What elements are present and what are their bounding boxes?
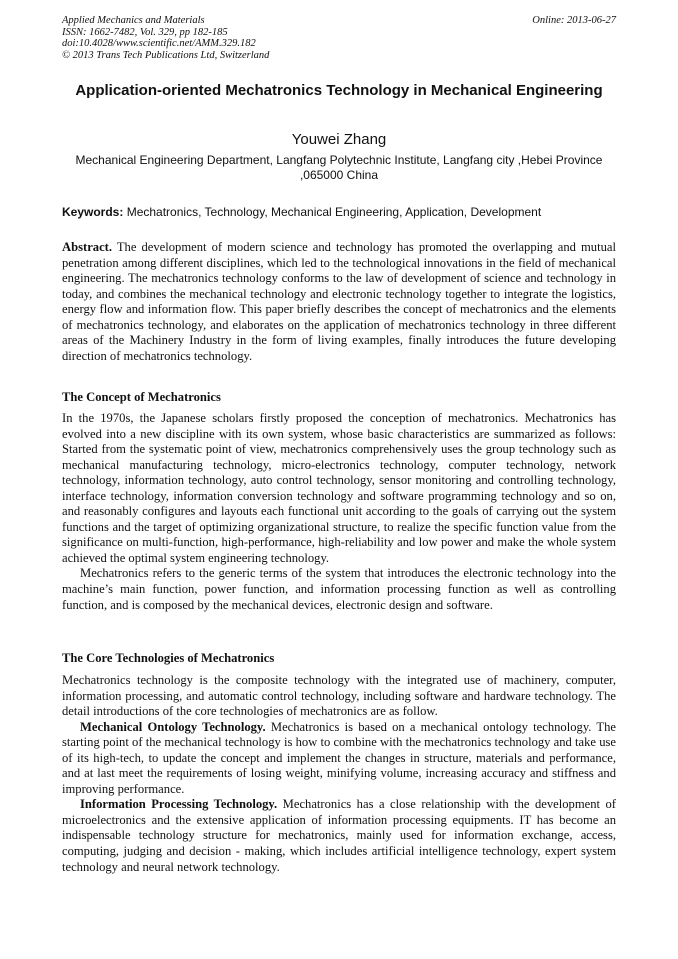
abstract-text: The development of modern science and technology has promoted the overlapping and mutual penetration among different disciplines, which led to the technological innovations in the field of mechanical engineering. The mechatronics technology conforms to the law of development of science and technology in today, and combines the mechanical technology and electronic technology together to integrate the logistics, energy flow and information flow. This paper briefly describes the concept of mechatronics and the elements of mechatronics technology, and elaborates on the application of mechatronics technology in three different areas of the Machinery Industry in the form of living examples, finally introduces the future developing direction of mechatronics technology. xyxy=(62,240,616,363)
paragraph xyxy=(62,797,616,875)
journal-copyright: © 2013 Trans Tech Publications Ltd, Switzerland xyxy=(62,49,270,61)
journal-header xyxy=(62,15,616,61)
paragraph: Mechatronics technology is the composite technology with the integrated use of machinery, computer, information processing, and automatic control technology, including software and hardware technology. The detail introductions of the core technologies of mechatronics are as follow. xyxy=(62,673,616,719)
section-core-body xyxy=(62,673,616,875)
keywords-label: Keywords: xyxy=(62,205,124,219)
journal-name: Applied Mechanics and Materials xyxy=(62,15,205,26)
keywords-text: Mechatronics, Technology, Mechanical Engineering, Application, Development xyxy=(126,205,542,219)
keywords xyxy=(62,205,616,219)
paper-title: Application-oriented Mechatronics Technology in Mechanical Engineering xyxy=(75,82,603,99)
abstract-label: Abstract. xyxy=(62,240,113,254)
subheading-mechanical-ontology: Mechanical Ontology Technology. xyxy=(80,719,266,734)
online-date: Online: 2013-06-27 xyxy=(532,15,616,26)
journal-doi: doi:10.4028/www.scientific.net/AMM.329.182 xyxy=(62,38,256,49)
paragraph: Mechatronics refers to the generic terms of the system that introduces the electronic technology into the machine’s main function, power function, and information processing function as well as controlling function, and is composed by the mechanical devices, electronic design and software. xyxy=(62,566,616,612)
paragraph xyxy=(62,720,616,798)
section-heading-core: The Core Technologies of Mechatronics xyxy=(62,651,275,665)
journal-issn: ISSN: 1662-7482, Vol. 329, pp 182-185 xyxy=(62,26,228,38)
paragraph-text: Mechatronics is based on a mechanical ontology technology. The starting point of the mechanical technology is how to combine with the mechatronics technology and take use of its high-tech, to update the concept and implement the changes in structure, materials and performance, and at last meet the requirements of losing weight, minifying volume, increasing accuracy and stiffness and improving performance. xyxy=(62,719,616,796)
abstract xyxy=(62,240,616,364)
author-affiliation: Mechanical Engineering Department, Langfang Polytechnic Institute, Langfang city ,Hebei Province ,065000 China xyxy=(75,153,603,182)
section-concept-body xyxy=(62,411,616,613)
subheading-information-processing: Information Processing Technology. xyxy=(80,797,278,812)
paragraph-text: Mechatronics has a close relationship with the development of microelectronics and the extensive application of information processing equipments. IT has become an indispensable technology structure for mechatronics, mainly used for information exchange, access, computing, judging and decision - making, which includes artificial intelligence technology, expert system technology and neural network technology. xyxy=(62,797,616,874)
section-heading-concept: The Concept of Mechatronics xyxy=(62,390,221,404)
paper-author: Youwei Zhang xyxy=(291,131,387,148)
paragraph: In the 1970s, the Japanese scholars firstly proposed the conception of mechatronics. Mechatronics has evolved into a new discipline with its own system, whose basic characteristics are summarized as follows: Started from the systematic point of view, mechatronics comprehensively uses the group technology such as mechanical manufacturing technology, micro-electronics technology, computer technology, network technology, information technology, auto control technology, sensor monitoring and controlling technology, interface technology, information conversion technology and software programming technology and so on, and reasonably configures and layouts each functional unit according to the goals of carrying out the system functions and the target of optimizing organizational structure, to realize the specific function value from the significance on multi-function, high-performance, high-reliability and low power and make the whole system achieved the optimal system engineering technology. xyxy=(62,411,616,565)
